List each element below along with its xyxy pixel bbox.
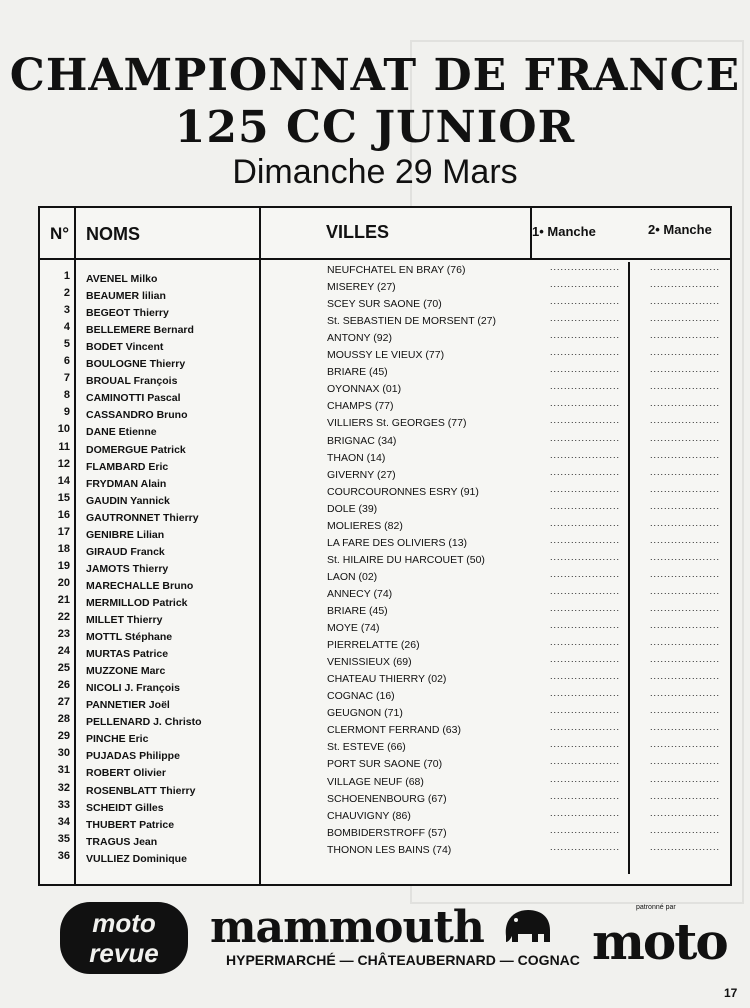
- rider-name: MARECHALLE Bruno: [86, 579, 194, 592]
- rider-city: THAON (14): [327, 451, 386, 464]
- rider-number: 21: [57, 593, 70, 606]
- rider-city: NEUFCHATEL EN BRAY (76): [327, 264, 466, 276]
- rider-name: SCHEIDT Gilles: [86, 801, 164, 814]
- rider-city: CLERMONT FERRAND (63): [327, 724, 461, 737]
- rider-city: BOMBIDERSTROFF (57): [327, 826, 447, 839]
- rider-number: 26: [57, 679, 70, 692]
- heat2-result: ....................: [650, 841, 720, 852]
- rider-city: MISEREY (27): [327, 281, 396, 294]
- rider-city: LAON (02): [327, 570, 378, 583]
- rider-name: DANE Etienne: [86, 426, 157, 439]
- heat2-result: ....................: [650, 364, 720, 375]
- column-divider: [530, 208, 532, 258]
- rider-number: 2: [63, 287, 70, 300]
- heat1-result: ....................: [550, 756, 620, 767]
- heat2-result: ....................: [650, 517, 720, 528]
- page-title: CHAMPIONNAT DE FRANCE: [9, 50, 741, 101]
- heat1-result: ....................: [550, 637, 620, 648]
- rider-name: PELLENARD J. Christo: [86, 716, 202, 729]
- rider-number: 1: [63, 270, 70, 282]
- rider-number: 3: [63, 304, 70, 317]
- header-heat1: 1• Manche: [532, 224, 596, 239]
- rider-city: CHAMPS (77): [327, 400, 394, 413]
- heat1-result: ....................: [550, 688, 620, 699]
- mammouth-logo: mammouth: [210, 902, 484, 953]
- rider-city: ANNECY (74): [327, 587, 393, 600]
- rider-number: 24: [57, 645, 70, 658]
- heat2-result: ....................: [650, 398, 720, 409]
- heat2-result: ....................: [650, 568, 720, 579]
- rider-name: GIRAUD Franck: [86, 545, 165, 558]
- rider-name: BEAUMER lilian: [86, 290, 166, 303]
- heat1-result: ....................: [550, 739, 620, 750]
- rider-number: 17: [57, 525, 70, 538]
- heat2-result: ....................: [650, 739, 720, 750]
- header-names: NOMS: [86, 224, 140, 244]
- heat1-result: ....................: [550, 790, 620, 801]
- rider-city: VILLAGE NEUF (68): [327, 775, 424, 788]
- heat2-result: ....................: [650, 330, 720, 341]
- rider-city: MOUSSY LE VIEUX (77): [327, 349, 445, 362]
- rider-name: PINCHE Eric: [86, 733, 149, 746]
- rider-city: BRIARE (45): [327, 605, 388, 617]
- heat2-result: ....................: [650, 466, 720, 477]
- rider-number: 7: [63, 372, 70, 385]
- heat1-result: ....................: [550, 364, 620, 375]
- rider-name: PANNETIER Joël: [86, 699, 170, 712]
- page-number: 17: [724, 986, 738, 1000]
- rider-number: 10: [57, 423, 70, 436]
- rider-city: BRIARE (45): [327, 366, 388, 379]
- rider-name: GENIBRE Lilian: [86, 528, 165, 541]
- heat1-result: ....................: [550, 568, 620, 579]
- heat1-result: ....................: [550, 483, 620, 494]
- heat1-result: ....................: [550, 841, 620, 852]
- heat2-result: ....................: [650, 381, 720, 392]
- heat2-result: ....................: [650, 500, 720, 511]
- rider-number: 19: [57, 559, 70, 572]
- heat1-result: ....................: [550, 603, 620, 613]
- heat2-result: ....................: [650, 824, 720, 835]
- heat2-result: ....................: [650, 705, 720, 716]
- heat1-result: ....................: [550, 279, 620, 290]
- heat1-result: ....................: [550, 500, 620, 511]
- rider-name: CASSANDRO Bruno: [86, 409, 188, 422]
- rider-city: VILLIERS St. GEORGES (77): [327, 417, 467, 430]
- rider-city: SCEY SUR SAONE (70): [327, 298, 442, 311]
- heat1-result: ....................: [550, 517, 620, 528]
- heat1-result: ....................: [550, 449, 620, 460]
- heat2-result: ....................: [650, 688, 720, 699]
- rider-number: 23: [57, 628, 70, 641]
- rider-city: GEUGNON (71): [327, 707, 403, 720]
- rider-name: VULLIEZ Dominique: [86, 852, 187, 865]
- rider-name: BODET Vincent: [86, 341, 164, 354]
- heat2-result: ....................: [650, 603, 720, 613]
- rider-city: CHAUVIGNY (86): [327, 809, 411, 822]
- page-subtitle: 125 CC JUNIOR: [174, 102, 576, 153]
- heat1-result: ....................: [550, 534, 620, 545]
- rider-number: 15: [57, 491, 70, 504]
- rider-city: ANTONY (92): [327, 332, 392, 345]
- rider-number: 8: [63, 389, 70, 402]
- heat1-result: ....................: [550, 585, 620, 596]
- rider-number: 5: [63, 338, 70, 351]
- rider-city: COURCOURONNES ESRY (91): [327, 485, 479, 498]
- heat1-result: ....................: [550, 654, 620, 665]
- rider-number: 22: [57, 611, 70, 623]
- rider-name: GAUDIN Yannick: [86, 494, 170, 507]
- rider-city: BRIGNAC (34): [327, 434, 397, 447]
- rider-city: COGNAC (16): [327, 690, 395, 703]
- rider-number: 11: [58, 440, 70, 453]
- rider-name: BEGEOT Thierry: [86, 307, 169, 320]
- heat2-result: ....................: [650, 432, 720, 443]
- heat2-result: ....................: [650, 551, 720, 562]
- heat1-result: ....................: [550, 620, 620, 631]
- heat2-result: ....................: [650, 654, 720, 665]
- heat1-result: ....................: [550, 671, 620, 682]
- heat1-result: ....................: [550, 466, 620, 477]
- moto-verte-logo: moto: [592, 912, 727, 971]
- heat1-result: ....................: [550, 330, 620, 341]
- rider-name: BOULOGNE Thierry: [86, 358, 186, 371]
- heat1-result: ....................: [550, 705, 620, 716]
- rider-name: THUBERT Patrice: [86, 818, 175, 831]
- rider-name: ROBERT Olivier: [86, 767, 166, 780]
- heat2-result: ....................: [650, 296, 720, 307]
- heat1-result: ....................: [550, 432, 620, 443]
- rider-city: OYONNAX (01): [327, 383, 402, 396]
- rider-number: 9: [63, 406, 70, 419]
- rider-name: MILLET Thierry: [86, 614, 163, 626]
- header-heat2: 2• Manche: [648, 222, 712, 237]
- rider-city: PORT SUR SAONE (70): [327, 758, 443, 771]
- heat2-result: ....................: [650, 637, 720, 648]
- rider-name: MOTTL Stéphane: [86, 631, 173, 644]
- rider-number: 28: [57, 713, 70, 726]
- heat1-result: ....................: [550, 262, 620, 272]
- rider-number: 35: [57, 832, 70, 845]
- rider-name: GAUTRONNET Thierry: [86, 511, 199, 524]
- rider-city: MOLIERES (82): [327, 519, 403, 532]
- rider-name: CAMINOTTI Pascal: [86, 392, 181, 405]
- elephant-icon: [500, 906, 552, 946]
- heat1-result: ....................: [550, 313, 620, 324]
- table-header: [40, 208, 730, 260]
- rider-number: 27: [57, 696, 70, 709]
- heat2-result: ....................: [650, 262, 720, 272]
- rider-name: AVENEL Milko: [86, 273, 158, 285]
- rider-number: 33: [57, 798, 70, 811]
- footer-logos: [0, 890, 750, 990]
- patron-label: patronné par: [636, 904, 676, 911]
- rider-number: 36: [57, 849, 70, 862]
- heat1-result: ....................: [550, 551, 620, 562]
- rider-city: VENISSIEUX (69): [327, 656, 412, 669]
- heat1-result: ....................: [550, 824, 620, 835]
- heat2-result: ....................: [650, 620, 720, 631]
- heat2-result: ....................: [650, 415, 720, 426]
- heat2-result: ....................: [650, 807, 720, 818]
- heat2-result: ....................: [650, 483, 720, 494]
- heat2-result: ....................: [650, 722, 720, 733]
- rider-number: 18: [57, 542, 70, 555]
- rider-city: SCHOENENBOURG (67): [327, 792, 447, 805]
- heat1-result: ....................: [550, 347, 620, 358]
- rider-number: 29: [57, 730, 70, 743]
- heat2-result: ....................: [650, 449, 720, 460]
- heat2-result: ....................: [650, 534, 720, 545]
- rider-city: St. HILAIRE DU HARCOUET (50): [327, 553, 485, 566]
- rider-city: LA FARE DES OLIVIERS (13): [327, 536, 468, 549]
- heat1-result: ....................: [550, 722, 620, 733]
- rider-number: 16: [57, 508, 70, 521]
- heat2-result: ....................: [650, 671, 720, 682]
- heat1-result: ....................: [550, 807, 620, 818]
- rider-number: 32: [57, 781, 70, 794]
- heat2-result: ....................: [650, 773, 720, 784]
- heat2-result: ....................: [650, 313, 720, 324]
- rider-name: DOMERGUE Patrick: [86, 443, 186, 456]
- rider-name: ROSENBLATT Thierry: [86, 784, 196, 797]
- rider-city: GIVERNY (27): [327, 468, 396, 481]
- rider-number: 31: [57, 764, 70, 777]
- rider-name: JAMOTS Thierry: [86, 562, 169, 575]
- rider-name: MUZZONE Marc: [86, 665, 166, 678]
- heat2-result: ....................: [650, 279, 720, 290]
- rider-number: 12: [57, 457, 70, 470]
- event-date: Dimanche 29 Mars: [232, 153, 518, 191]
- heat2-result: ....................: [650, 347, 720, 358]
- rider-number: 30: [57, 747, 70, 760]
- rider-number: 34: [57, 815, 70, 828]
- heat1-result: ....................: [550, 296, 620, 307]
- rider-name: MURTAS Patrice: [86, 648, 169, 661]
- header-cities: VILLES: [326, 222, 390, 242]
- sponsor-tagline: HYPERMARCHÉ — CHÂTEAUBERNARD — COGNAC: [226, 952, 580, 968]
- rider-name: BROUAL François: [86, 375, 178, 388]
- rider-name: MERMILLOD Patrick: [86, 596, 188, 609]
- heat2-result: ....................: [650, 790, 720, 801]
- rider-number: 25: [57, 662, 70, 675]
- rider-name: NICOLI J. François: [86, 682, 180, 695]
- rider-number: 20: [57, 576, 70, 589]
- heat2-result: ....................: [650, 585, 720, 596]
- rider-name: FRYDMAN Alain: [86, 477, 167, 490]
- rider-city: CHATEAU THIERRY (02): [327, 673, 447, 686]
- rider-name: FLAMBARD Eric: [86, 460, 169, 473]
- heat2-result: ....................: [650, 756, 720, 767]
- rider-name: TRAGUS Jean: [86, 835, 158, 848]
- heat1-result: ....................: [550, 415, 620, 426]
- moto-revue-logo: moto revue: [60, 902, 188, 974]
- rider-city: St. ESTEVE (66): [327, 741, 406, 754]
- heat1-result: ....................: [550, 381, 620, 392]
- rider-city: PIERRELATTE (26): [327, 639, 420, 652]
- heat1-result: ....................: [550, 398, 620, 409]
- results-table: [38, 206, 732, 886]
- rider-name: PUJADAS Philippe: [86, 750, 180, 763]
- rider-number: 14: [57, 474, 70, 487]
- header-number: N°: [50, 224, 70, 243]
- rider-city: MOYE (74): [327, 622, 380, 635]
- rider-city: THONON LES BAINS (74): [327, 843, 452, 856]
- rider-number: 6: [63, 355, 70, 368]
- rider-name: BELLEMERE Bernard: [86, 324, 194, 337]
- rider-number: 4: [63, 321, 70, 334]
- rider-city: DOLE (39): [327, 502, 378, 515]
- rider-city: St. SEBASTIEN DE MORSENT (27): [327, 315, 497, 328]
- heat1-result: ....................: [550, 773, 620, 784]
